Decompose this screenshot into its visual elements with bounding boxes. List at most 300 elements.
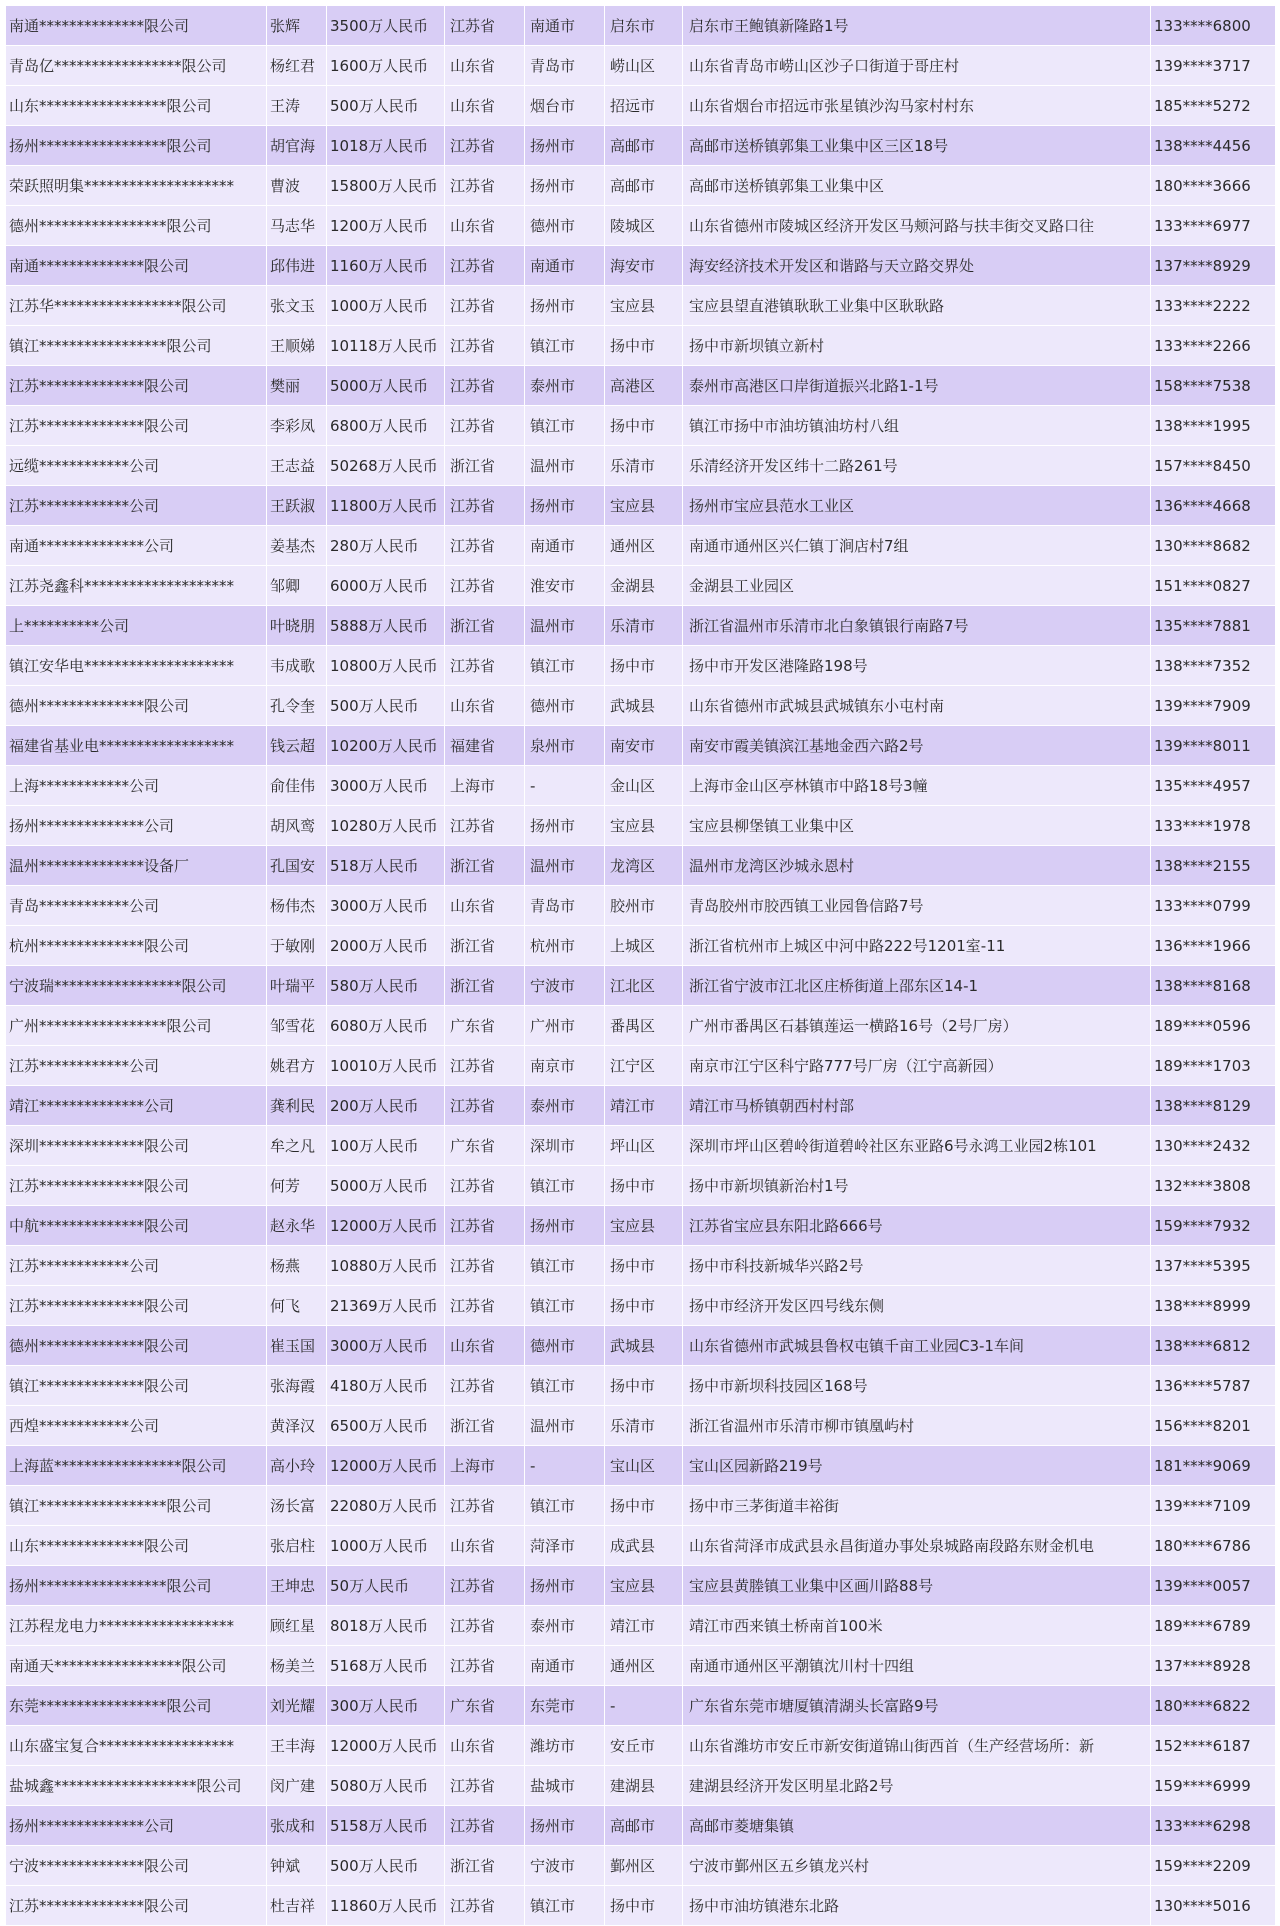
- city-cell: 德州市: [525, 1326, 605, 1366]
- registered-capital-cell: 1018万人民币: [327, 126, 445, 166]
- contact-name-cell: 孔国安: [267, 846, 327, 886]
- table-row: [6, 286, 1276, 326]
- address-cell: 青岛胶州市胶西镇工业园鲁信路7号: [683, 886, 1151, 926]
- city-cell: 扬州市: [525, 1566, 605, 1606]
- table-row: [6, 886, 1276, 926]
- contact-name-cell: 崔玉国: [267, 1326, 327, 1366]
- company-name-cell: 扬州*****************限公司: [6, 1566, 267, 1606]
- contact-name-cell: 张辉: [267, 6, 327, 46]
- company-name-cell: 宁波**************限公司: [6, 1846, 267, 1886]
- province-cell: 江苏省: [445, 1566, 525, 1606]
- city-cell: 菏泽市: [525, 1526, 605, 1566]
- company-table: [5, 5, 1276, 1926]
- province-cell: 江苏省: [445, 326, 525, 366]
- address-cell: 宝应县柳堡镇工业集中区: [683, 806, 1151, 846]
- table-row: [6, 1726, 1276, 1766]
- registered-capital-cell: 500万人民币: [327, 1846, 445, 1886]
- phone-cell: 137****8929: [1151, 246, 1276, 286]
- district-cell: 建湖县: [605, 1766, 683, 1806]
- district-cell: 宝应县: [605, 1206, 683, 1246]
- registered-capital-cell: 11860万人民币: [327, 1886, 445, 1926]
- address-cell: 高邮市菱塘集镇: [683, 1806, 1151, 1846]
- phone-cell: 180****6786: [1151, 1526, 1276, 1566]
- province-cell: 上海市: [445, 1446, 525, 1486]
- address-cell: 扬中市三茅街道丰裕街: [683, 1486, 1151, 1526]
- registered-capital-cell: 12000万人民币: [327, 1206, 445, 1246]
- city-cell: 宁波市: [525, 966, 605, 1006]
- province-cell: 广东省: [445, 1126, 525, 1166]
- contact-name-cell: 钱云超: [267, 726, 327, 766]
- address-cell: 乐清经济开发区纬十二路261号: [683, 446, 1151, 486]
- province-cell: 上海市: [445, 766, 525, 806]
- address-cell: 高邮市送桥镇郭集工业集中区三区18号: [683, 126, 1151, 166]
- district-cell: 宝应县: [605, 806, 683, 846]
- phone-cell: 138****8999: [1151, 1286, 1276, 1326]
- city-cell: 温州市: [525, 606, 605, 646]
- table-row: [6, 1686, 1276, 1726]
- province-cell: 江苏省: [445, 486, 525, 526]
- province-cell: 广东省: [445, 1006, 525, 1046]
- address-cell: 扬中市新坝科技园区168号: [683, 1366, 1151, 1406]
- district-cell: 乐清市: [605, 1406, 683, 1446]
- contact-name-cell: 何飞: [267, 1286, 327, 1326]
- registered-capital-cell: 1200万人民币: [327, 206, 445, 246]
- registered-capital-cell: 10800万人民币: [327, 646, 445, 686]
- company-name-cell: 江苏**************限公司: [6, 366, 267, 406]
- district-cell: 宝应县: [605, 486, 683, 526]
- address-cell: 靖江市马桥镇朝西村村部: [683, 1086, 1151, 1126]
- phone-cell: 189****0596: [1151, 1006, 1276, 1046]
- company-name-cell: 杭州**************限公司: [6, 926, 267, 966]
- phone-cell: 133****6977: [1151, 206, 1276, 246]
- company-name-cell: 德州**************限公司: [6, 1326, 267, 1366]
- contact-name-cell: 叶瑞平: [267, 966, 327, 1006]
- registered-capital-cell: 5168万人民币: [327, 1646, 445, 1686]
- phone-cell: 138****8168: [1151, 966, 1276, 1006]
- company-name-cell: 江苏************公司: [6, 486, 267, 526]
- registered-capital-cell: 5000万人民币: [327, 1166, 445, 1206]
- contact-name-cell: 王坤忠: [267, 1566, 327, 1606]
- district-cell: 江宁区: [605, 1046, 683, 1086]
- district-cell: 胶州市: [605, 886, 683, 926]
- city-cell: 深圳市: [525, 1126, 605, 1166]
- contact-name-cell: 张启柱: [267, 1526, 327, 1566]
- company-name-cell: 深圳**************限公司: [6, 1126, 267, 1166]
- district-cell: 扬中市: [605, 326, 683, 366]
- company-name-cell: 西煌************公司: [6, 1406, 267, 1446]
- registered-capital-cell: 6000万人民币: [327, 566, 445, 606]
- table-row: [6, 526, 1276, 566]
- address-cell: 山东省青岛市崂山区沙子口街道于哥庄村: [683, 46, 1151, 86]
- table-body: [6, 6, 1276, 1926]
- phone-cell: 185****5272: [1151, 86, 1276, 126]
- contact-name-cell: 邱伟进: [267, 246, 327, 286]
- address-cell: 浙江省宁波市江北区庄桥街道上邵东区14-1: [683, 966, 1151, 1006]
- registered-capital-cell: 21369万人民币: [327, 1286, 445, 1326]
- address-cell: 金湖县工业园区: [683, 566, 1151, 606]
- phone-cell: 138****6812: [1151, 1326, 1276, 1366]
- city-cell: 广州市: [525, 1006, 605, 1046]
- table-row: [6, 1526, 1276, 1566]
- contact-name-cell: 叶晓朋: [267, 606, 327, 646]
- contact-name-cell: 杜吉祥: [267, 1886, 327, 1926]
- registered-capital-cell: 15800万人民币: [327, 166, 445, 206]
- phone-cell: 158****7538: [1151, 366, 1276, 406]
- district-cell: 扬中市: [605, 406, 683, 446]
- contact-name-cell: 钟斌: [267, 1846, 327, 1886]
- registered-capital-cell: 12000万人民币: [327, 1446, 445, 1486]
- address-cell: 浙江省杭州市上城区中河中路222号1201室-11: [683, 926, 1151, 966]
- phone-cell: 136****4668: [1151, 486, 1276, 526]
- district-cell: 启东市: [605, 6, 683, 46]
- address-cell: 南京市江宁区科宁路777号厂房（江宁高新园）: [683, 1046, 1151, 1086]
- company-name-cell: 江苏**************限公司: [6, 1286, 267, 1326]
- company-name-cell: 上海蓝*****************限公司: [6, 1446, 267, 1486]
- company-directory-sheet: [5, 5, 1275, 1926]
- city-cell: 南通市: [525, 526, 605, 566]
- company-name-cell: 德州*****************限公司: [6, 206, 267, 246]
- contact-name-cell: 王跃淑: [267, 486, 327, 526]
- contact-name-cell: 王志益: [267, 446, 327, 486]
- registered-capital-cell: 200万人民币: [327, 1086, 445, 1126]
- province-cell: 江苏省: [445, 406, 525, 446]
- district-cell: 靖江市: [605, 1086, 683, 1126]
- city-cell: 扬州市: [525, 166, 605, 206]
- table-row: [6, 686, 1276, 726]
- company-name-cell: 远缆************公司: [6, 446, 267, 486]
- contact-name-cell: 顾红星: [267, 1606, 327, 1646]
- table-row: [6, 126, 1276, 166]
- registered-capital-cell: 1600万人民币: [327, 46, 445, 86]
- phone-cell: 138****1995: [1151, 406, 1276, 446]
- contact-name-cell: 于敏刚: [267, 926, 327, 966]
- district-cell: 靖江市: [605, 1606, 683, 1646]
- contact-name-cell: 王涛: [267, 86, 327, 126]
- table-row: [6, 446, 1276, 486]
- province-cell: 江苏省: [445, 1366, 525, 1406]
- registered-capital-cell: 5080万人民币: [327, 1766, 445, 1806]
- address-cell: 深圳市坪山区碧岭街道碧岭社区东亚路6号永鸿工业园2栋101: [683, 1126, 1151, 1166]
- address-cell: 宝山区园新路219号: [683, 1446, 1151, 1486]
- phone-cell: 139****8011: [1151, 726, 1276, 766]
- province-cell: 山东省: [445, 46, 525, 86]
- registered-capital-cell: 3000万人民币: [327, 1326, 445, 1366]
- table-row: [6, 1166, 1276, 1206]
- city-cell: 扬州市: [525, 1806, 605, 1846]
- city-cell: 镇江市: [525, 326, 605, 366]
- address-cell: 江苏省宝应县东阳北路666号: [683, 1206, 1151, 1246]
- company-name-cell: 山东盛宝复合******************: [6, 1726, 267, 1766]
- city-cell: 南通市: [525, 246, 605, 286]
- table-row: [6, 86, 1276, 126]
- city-cell: 泰州市: [525, 1606, 605, 1646]
- city-cell: 扬州市: [525, 286, 605, 326]
- table-row: [6, 1406, 1276, 1446]
- contact-name-cell: 胡官海: [267, 126, 327, 166]
- province-cell: 江苏省: [445, 646, 525, 686]
- registered-capital-cell: 518万人民币: [327, 846, 445, 886]
- registered-capital-cell: 3000万人民币: [327, 886, 445, 926]
- registered-capital-cell: 1000万人民币: [327, 1526, 445, 1566]
- city-cell: 镇江市: [525, 1366, 605, 1406]
- contact-name-cell: 姚君方: [267, 1046, 327, 1086]
- city-cell: -: [525, 1446, 605, 1486]
- district-cell: 高邮市: [605, 1806, 683, 1846]
- phone-cell: 159****6999: [1151, 1766, 1276, 1806]
- district-cell: 宝应县: [605, 1566, 683, 1606]
- registered-capital-cell: 3000万人民币: [327, 766, 445, 806]
- address-cell: 扬中市新坝镇立新村: [683, 326, 1151, 366]
- address-cell: 启东市王鲍镇新隆路1号: [683, 6, 1151, 46]
- table-row: [6, 726, 1276, 766]
- phone-cell: 133****1978: [1151, 806, 1276, 846]
- table-row: [6, 606, 1276, 646]
- contact-name-cell: 杨美兰: [267, 1646, 327, 1686]
- city-cell: 青岛市: [525, 886, 605, 926]
- district-cell: 成武县: [605, 1526, 683, 1566]
- province-cell: 山东省: [445, 1526, 525, 1566]
- company-name-cell: 南通**************限公司: [6, 246, 267, 286]
- province-cell: 江苏省: [445, 286, 525, 326]
- city-cell: 南京市: [525, 1046, 605, 1086]
- table-row: [6, 206, 1276, 246]
- table-row: [6, 1246, 1276, 1286]
- address-cell: 山东省德州市武城县鲁权屯镇千亩工业园C3-1车间: [683, 1326, 1151, 1366]
- company-name-cell: 江苏************公司: [6, 1046, 267, 1086]
- company-name-cell: 山东**************限公司: [6, 1526, 267, 1566]
- phone-cell: 139****3717: [1151, 46, 1276, 86]
- city-cell: 烟台市: [525, 86, 605, 126]
- phone-cell: 159****7932: [1151, 1206, 1276, 1246]
- contact-name-cell: 王丰海: [267, 1726, 327, 1766]
- company-name-cell: 南通**************公司: [6, 526, 267, 566]
- address-cell: 宝应县望直港镇耿耿工业集中区耿耿路: [683, 286, 1151, 326]
- table-row: [6, 1006, 1276, 1046]
- phone-cell: 151****0827: [1151, 566, 1276, 606]
- district-cell: 宝应县: [605, 286, 683, 326]
- city-cell: 德州市: [525, 686, 605, 726]
- address-cell: 宁波市鄞州区五乡镇龙兴村: [683, 1846, 1151, 1886]
- phone-cell: 130****8682: [1151, 526, 1276, 566]
- table-row: [6, 1846, 1276, 1886]
- contact-name-cell: 邹卿: [267, 566, 327, 606]
- phone-cell: 135****7881: [1151, 606, 1276, 646]
- province-cell: 江苏省: [445, 246, 525, 286]
- registered-capital-cell: 2000万人民币: [327, 926, 445, 966]
- district-cell: 高港区: [605, 366, 683, 406]
- registered-capital-cell: 50万人民币: [327, 1566, 445, 1606]
- address-cell: 扬州市宝应县范水工业区: [683, 486, 1151, 526]
- district-cell: 江北区: [605, 966, 683, 1006]
- contact-name-cell: 牟之凡: [267, 1126, 327, 1166]
- province-cell: 浙江省: [445, 926, 525, 966]
- district-cell: 通州区: [605, 1646, 683, 1686]
- phone-cell: 156****8201: [1151, 1406, 1276, 1446]
- province-cell: 广东省: [445, 1686, 525, 1726]
- phone-cell: 139****7109: [1151, 1486, 1276, 1526]
- city-cell: 镇江市: [525, 406, 605, 446]
- table-row: [6, 1606, 1276, 1646]
- phone-cell: 139****0057: [1151, 1566, 1276, 1606]
- city-cell: 温州市: [525, 1406, 605, 1446]
- city-cell: 扬州市: [525, 1206, 605, 1246]
- table-row: [6, 846, 1276, 886]
- city-cell: 镇江市: [525, 1286, 605, 1326]
- address-cell: 高邮市送桥镇郭集工业集中区: [683, 166, 1151, 206]
- contact-name-cell: 邹雪花: [267, 1006, 327, 1046]
- city-cell: 温州市: [525, 446, 605, 486]
- district-cell: 高邮市: [605, 166, 683, 206]
- phone-cell: 180****6822: [1151, 1686, 1276, 1726]
- company-name-cell: 镇江*****************限公司: [6, 1486, 267, 1526]
- address-cell: 南安市霞美镇滨江基地金西六路2号: [683, 726, 1151, 766]
- district-cell: 扬中市: [605, 1486, 683, 1526]
- district-cell: 武城县: [605, 1326, 683, 1366]
- table-row: [6, 966, 1276, 1006]
- registered-capital-cell: 6500万人民币: [327, 1406, 445, 1446]
- contact-name-cell: 姜基杰: [267, 526, 327, 566]
- phone-cell: 137****8928: [1151, 1646, 1276, 1686]
- district-cell: 招远市: [605, 86, 683, 126]
- province-cell: 江苏省: [445, 1046, 525, 1086]
- address-cell: 扬中市新坝镇新治村1号: [683, 1166, 1151, 1206]
- province-cell: 山东省: [445, 1726, 525, 1766]
- address-cell: 宝应县黄塍镇工业集中区画川路88号: [683, 1566, 1151, 1606]
- district-cell: 南安市: [605, 726, 683, 766]
- phone-cell: 136****1966: [1151, 926, 1276, 966]
- province-cell: 江苏省: [445, 526, 525, 566]
- table-row: [6, 1086, 1276, 1126]
- province-cell: 浙江省: [445, 1846, 525, 1886]
- table-row: [6, 366, 1276, 406]
- company-name-cell: 东莞*****************限公司: [6, 1686, 267, 1726]
- district-cell: 扬中市: [605, 1366, 683, 1406]
- company-name-cell: 宁波瑞*****************限公司: [6, 966, 267, 1006]
- contact-name-cell: 杨燕: [267, 1246, 327, 1286]
- district-cell: 扬中市: [605, 1886, 683, 1926]
- table-row: [6, 46, 1276, 86]
- company-name-cell: 扬州**************公司: [6, 806, 267, 846]
- phone-cell: 157****8450: [1151, 446, 1276, 486]
- city-cell: 南通市: [525, 1646, 605, 1686]
- contact-name-cell: 马志华: [267, 206, 327, 246]
- city-cell: 温州市: [525, 846, 605, 886]
- district-cell: 番禺区: [605, 1006, 683, 1046]
- registered-capital-cell: 580万人民币: [327, 966, 445, 1006]
- address-cell: 扬中市开发区港隆路198号: [683, 646, 1151, 686]
- contact-name-cell: 何芳: [267, 1166, 327, 1206]
- province-cell: 浙江省: [445, 1406, 525, 1446]
- company-name-cell: 南通**************限公司: [6, 6, 267, 46]
- table-row: [6, 1486, 1276, 1526]
- registered-capital-cell: 280万人民币: [327, 526, 445, 566]
- contact-name-cell: 俞佳伟: [267, 766, 327, 806]
- registered-capital-cell: 50268万人民币: [327, 446, 445, 486]
- contact-name-cell: 韦成歌: [267, 646, 327, 686]
- table-row: [6, 766, 1276, 806]
- address-cell: 扬中市科技新城华兴路2号: [683, 1246, 1151, 1286]
- city-cell: 杭州市: [525, 926, 605, 966]
- city-cell: 镇江市: [525, 1166, 605, 1206]
- table-row: [6, 806, 1276, 846]
- city-cell: -: [525, 766, 605, 806]
- company-name-cell: 温州**************设备厂: [6, 846, 267, 886]
- city-cell: 扬州市: [525, 126, 605, 166]
- phone-cell: 135****4957: [1151, 766, 1276, 806]
- table-row: [6, 486, 1276, 526]
- phone-cell: 133****2266: [1151, 326, 1276, 366]
- province-cell: 江苏省: [445, 1886, 525, 1926]
- city-cell: 镇江市: [525, 1486, 605, 1526]
- province-cell: 江苏省: [445, 6, 525, 46]
- address-cell: 泰州市高港区口岸街道振兴北路1-1号: [683, 366, 1151, 406]
- company-name-cell: 扬州**************公司: [6, 1806, 267, 1846]
- table-row: [6, 646, 1276, 686]
- company-name-cell: 荣跃照明集********************: [6, 166, 267, 206]
- company-name-cell: 盐城鑫*******************限公司: [6, 1766, 267, 1806]
- address-cell: 南通市通州区平潮镇沈川村十四组: [683, 1646, 1151, 1686]
- address-cell: 上海市金山区亭林镇市中路18号3幢: [683, 766, 1151, 806]
- company-name-cell: 扬州*****************限公司: [6, 126, 267, 166]
- city-cell: 潍坊市: [525, 1726, 605, 1766]
- company-name-cell: 江苏**************限公司: [6, 1886, 267, 1926]
- contact-name-cell: 杨红君: [267, 46, 327, 86]
- table-row: [6, 1806, 1276, 1846]
- phone-cell: 136****5787: [1151, 1366, 1276, 1406]
- province-cell: 江苏省: [445, 1086, 525, 1126]
- district-cell: 扬中市: [605, 1286, 683, 1326]
- district-cell: 安丘市: [605, 1726, 683, 1766]
- registered-capital-cell: 4180万人民币: [327, 1366, 445, 1406]
- contact-name-cell: 曹波: [267, 166, 327, 206]
- registered-capital-cell: 5888万人民币: [327, 606, 445, 646]
- province-cell: 山东省: [445, 686, 525, 726]
- city-cell: 镇江市: [525, 646, 605, 686]
- phone-cell: 138****8129: [1151, 1086, 1276, 1126]
- address-cell: 扬中市油坊镇港东北路: [683, 1886, 1151, 1926]
- province-cell: 山东省: [445, 86, 525, 126]
- district-cell: 鄞州区: [605, 1846, 683, 1886]
- province-cell: 江苏省: [445, 1166, 525, 1206]
- district-cell: 崂山区: [605, 46, 683, 86]
- address-cell: 扬中市经济开发区四号线东侧: [683, 1286, 1151, 1326]
- address-cell: 广东省东莞市塘厦镇清湖头长富路9号: [683, 1686, 1151, 1726]
- contact-name-cell: 张成和: [267, 1806, 327, 1846]
- phone-cell: 130****5016: [1151, 1886, 1276, 1926]
- district-cell: 乐清市: [605, 446, 683, 486]
- registered-capital-cell: 10118万人民币: [327, 326, 445, 366]
- registered-capital-cell: 6080万人民币: [327, 1006, 445, 1046]
- registered-capital-cell: 22080万人民币: [327, 1486, 445, 1526]
- company-name-cell: 江苏**************限公司: [6, 1166, 267, 1206]
- city-cell: 泉州市: [525, 726, 605, 766]
- city-cell: 镇江市: [525, 1246, 605, 1286]
- province-cell: 江苏省: [445, 1486, 525, 1526]
- phone-cell: 138****2155: [1151, 846, 1276, 886]
- phone-cell: 138****4456: [1151, 126, 1276, 166]
- address-cell: 山东省德州市陵城区经济开发区马颊河路与扶丰街交叉路口往: [683, 206, 1151, 246]
- registered-capital-cell: 500万人民币: [327, 686, 445, 726]
- table-row: [6, 1206, 1276, 1246]
- company-name-cell: 江苏**************限公司: [6, 406, 267, 446]
- district-cell: 通州区: [605, 526, 683, 566]
- district-cell: 金山区: [605, 766, 683, 806]
- phone-cell: 133****0799: [1151, 886, 1276, 926]
- registered-capital-cell: 10010万人民币: [327, 1046, 445, 1086]
- company-name-cell: 山东*****************限公司: [6, 86, 267, 126]
- province-cell: 江苏省: [445, 1246, 525, 1286]
- district-cell: 坪山区: [605, 1126, 683, 1166]
